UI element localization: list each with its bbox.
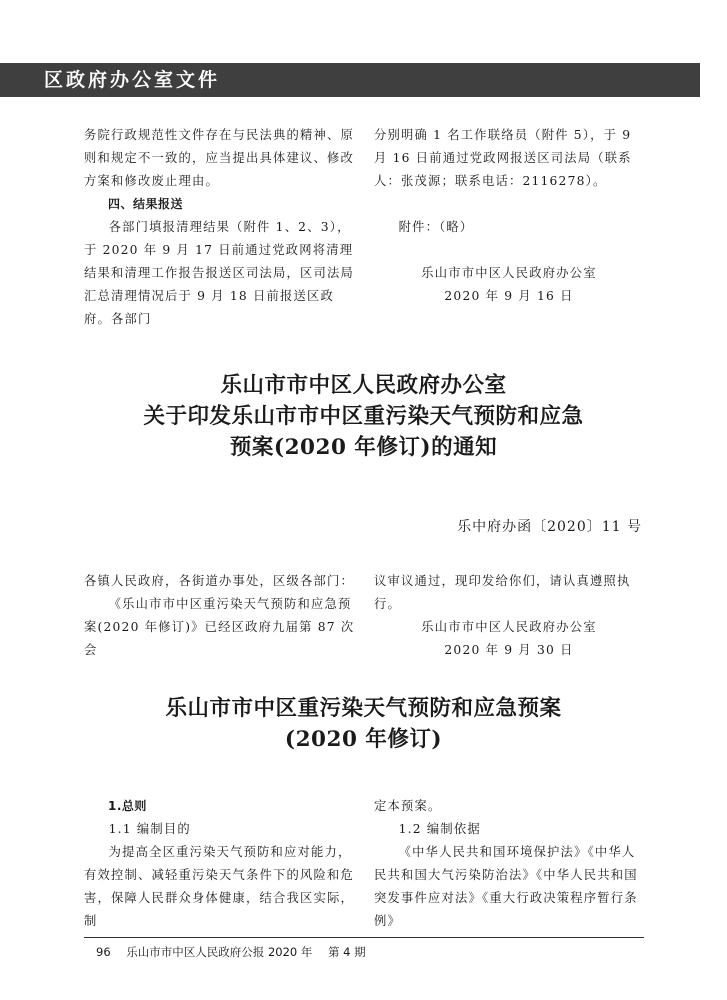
plan-heading-general: 1.总则 — [108, 799, 147, 813]
notice-title — [60, 370, 667, 463]
plan-sub-basis: 1.2 编制依据 — [398, 822, 481, 836]
section1-right-column — [374, 124, 644, 308]
publication-name: 乐山市市中区人民政府公报 2020 年 — [126, 945, 313, 959]
notice-right-column — [374, 570, 644, 662]
section1-signer: 乐山市市中区人民政府办公室 — [421, 266, 597, 280]
section1-attachment: 附件：（略） — [398, 220, 474, 234]
header-banner — [0, 63, 700, 97]
notice-title-line3: 预案(2020 年修订)的通知 — [229, 435, 498, 460]
notice-title-line2: 关于印发乐山市市中区重污染天气预防和应急 — [143, 404, 584, 429]
footer — [96, 944, 378, 960]
notice-date: 2020 年 9 月 30 日 — [444, 643, 574, 657]
plan-left-column — [84, 795, 360, 933]
notice-left-body: 《乐山市市中区重污染天气预防和应急预案(2020 年修订)》已经区政府九届第 87 次会 — [84, 597, 355, 657]
notice-recipients: 各镇人民政府，各街道办事处，区级各部门： — [84, 574, 354, 588]
section1-left-para1: 务院行政规范性文件存在与民法典的精神、原则和规定不一致的，应当提出具体建议、修改方案和修改废止理由。 — [84, 128, 354, 188]
section1-left-para2: 各部门填报清理结果（附件 1、2、3），于 2020 年 9 月 17 日前通过党政网将清理结果和清理工作报告报送区司法局，区司法局汇总清理情况后于 9 月 18 日前报送区政府。各部门 — [84, 220, 354, 326]
plan-right-para: 《中华人民共和国环境保护法》《中华人民共和国大气污染防治法》《中华人民共和国突发事件应对法》《重大行政决策程序暂行条例》 — [374, 845, 638, 928]
footer-divider — [84, 937, 644, 938]
section1-heading-results: 四、结果报送 — [108, 197, 184, 211]
plan-left-para: 为提高全区重污染天气预防和应对能力，有效控制、减轻重污染天气条件下的风险和危害，保障人民群众身体健康，结合我区实际，制 — [84, 845, 354, 928]
header-title: 区政府办公室文件 — [44, 69, 221, 91]
notice-doc-number: 乐中府办函〔2020〕11 号 — [457, 519, 642, 535]
plan-right-column — [374, 795, 644, 933]
notice-signer: 乐山市市中区人民政府办公室 — [421, 620, 597, 634]
page-number: 96 — [96, 945, 111, 959]
plan-title-line1: 乐山市市中区重污染天气预防和应急预案 — [165, 696, 562, 721]
plan-sub-purpose: 1.1 编制目的 — [108, 822, 191, 836]
notice-left-column — [84, 570, 360, 662]
notice-title-line1: 乐山市市中区人民政府办公室 — [220, 373, 507, 398]
issue-number: 第 4 期 — [328, 945, 366, 959]
section1-left-column — [84, 124, 360, 331]
plan-title-line2: (2020 年修订) — [284, 727, 443, 752]
section1-right-para1: 分别明确 1 名工作联络员（附件 5），于 9 月 16 日前通过党政网报送区司法局（联系人：张茂源；联系电话：2116278）。 — [374, 128, 632, 188]
plan-right-cont: 定本预案。 — [374, 799, 442, 813]
notice-right-body: 议审议通过，现印发给你们，请认真遵照执行。 — [374, 574, 631, 611]
plan-title — [60, 693, 667, 755]
section1-date: 2020 年 9 月 16 日 — [444, 289, 574, 303]
